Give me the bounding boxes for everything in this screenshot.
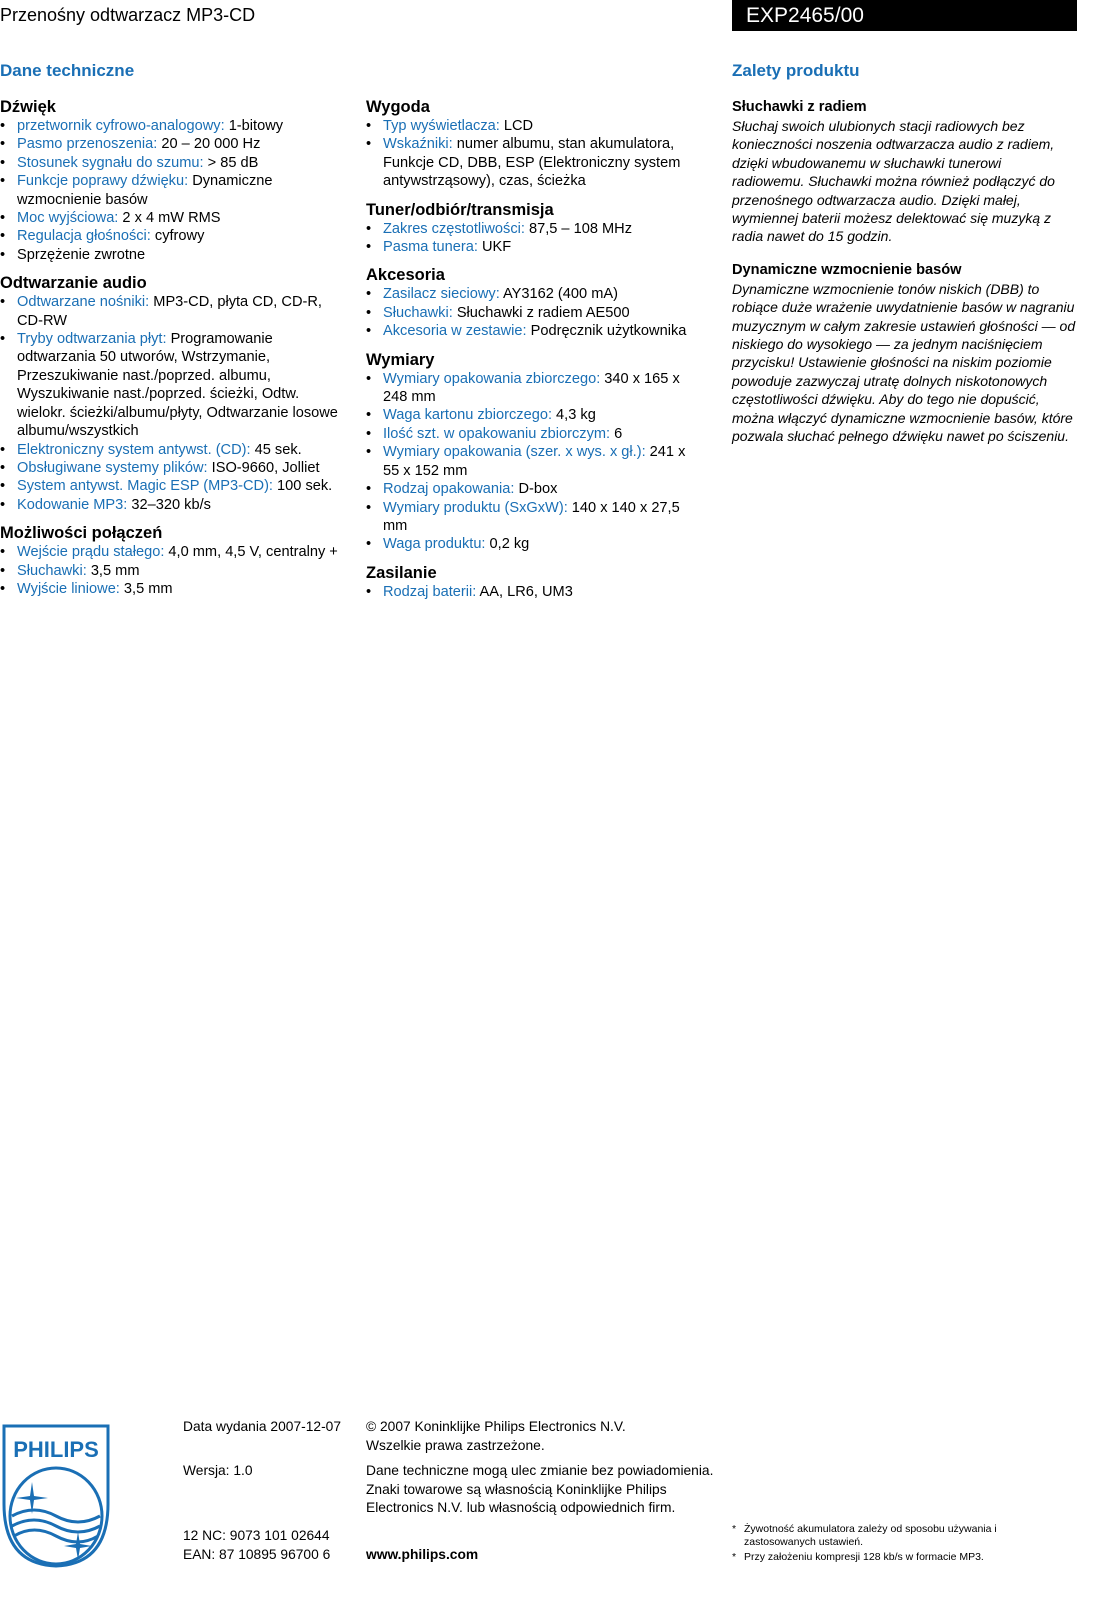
spec-value: 241 x 55 x 152 mm [383, 444, 686, 479]
spec-item [366, 220, 701, 238]
footnote: * Żywotność akumulatora zależy od sposobu używania i zastosowanych ustawień. [732, 1523, 997, 1548]
spec-value: > 85 dB [203, 154, 259, 171]
version: Wersja: 1.0 [183, 1463, 253, 1478]
disclaimer-line: Electronics N.V. lub własnością odpowiednich firm. [366, 1500, 676, 1516]
spec-item [366, 117, 701, 135]
footnote: * Przy założeniu kompresji 128 kb/s w formacie MP3. [732, 1551, 984, 1563]
copyright-line: © 2007 Koninklijke Philips Electronics N.V. [366, 1419, 626, 1434]
spec-item [0, 227, 350, 245]
spec-label: Wymiary opakowania zbiorczego: [383, 370, 601, 387]
spec-item [0, 246, 350, 264]
spec-label: Rodzaj opakowania: [383, 481, 515, 498]
spec-label: Słuchawki: [17, 562, 87, 579]
spec-value: Dynamiczne wzmocnienie basów [17, 173, 273, 208]
spec-item [0, 543, 350, 561]
spec-value: 45 sek. [250, 441, 302, 458]
spec-item [0, 580, 350, 598]
spec-item [0, 172, 350, 209]
specs-column-1 [0, 97, 350, 607]
spec-item [366, 370, 701, 407]
spec-value: 3,5 mm [86, 562, 140, 579]
spec-section [366, 563, 701, 601]
spec-value: AA, LR6, UM3 [476, 583, 573, 600]
spec-value: 140 x 140 x 27,5 mm [383, 499, 680, 534]
spec-section [0, 97, 350, 264]
spec-section [0, 523, 350, 598]
benefit-title: Dynamiczne wzmocnienie basów [732, 261, 962, 278]
spec-value: 2 x 4 mW RMS [118, 210, 221, 227]
spec-section [366, 350, 701, 554]
spec-value: Sprzężenie zwrotne [17, 246, 146, 263]
disclaimer [366, 1462, 713, 1518]
spec-list [366, 285, 701, 340]
spec-item [0, 209, 350, 227]
spec-label: Waga kartonu zbiorczego: [383, 407, 552, 424]
benefit-text: Dynamiczne wzmocnienie tonów niskich (DBB) to robiące duże wrażenie uwydatnienie basów w nagraniu muzycznym w całym zakresie ustawień głośności — od niskiego do wysokiego — za jednym naciśnięciem przycisku! Ustawienie głośności na niskim poziomie powoduje zazwyczaj utratę dolnych niskotonowych częstotliwości dźwięku. Aby do tego nie dopuścić, można włączyć dynamiczne wzmocnienie basów, które pozwala słuchać pełnego dźwięku nawet po ściszeniu. [732, 280, 1076, 445]
spec-value: 100 sek. [273, 478, 333, 495]
spec-label: Elektroniczny system antywst. (CD): [17, 441, 251, 458]
spec-label: Akcesoria w zestawie: [383, 323, 527, 340]
spec-value: ISO-9660, Jolliet [207, 459, 320, 476]
spec-label: Tryby odtwarzania płyt: [17, 331, 167, 348]
spec-label: Pasmo przenoszenia: [17, 136, 158, 153]
release-date: Data wydania 2007-12-07 [183, 1419, 342, 1434]
section-title: Akcesoria [366, 266, 445, 285]
spec-label: Zasilacz sieciowy: [383, 286, 500, 303]
ean-number: EAN: 87 10895 96700 6 [183, 1547, 331, 1562]
website-link[interactable]: www.philips.com [366, 1547, 479, 1562]
spec-item [366, 135, 701, 190]
spec-label: Wejście prądu stałego: [17, 544, 165, 561]
spec-value: 3,5 mm [119, 580, 173, 597]
spec-label: Wyjście liniowe: [17, 580, 120, 597]
spec-label: Wymiary opakowania (szer. x wys. x gł.): [383, 444, 646, 461]
spec-value: LCD [499, 118, 534, 134]
spec-item [366, 285, 701, 303]
spec-value: 20 – 20 000 Hz [157, 136, 261, 153]
spec-value: 4,0 mm, 4,5 V, centralny + [164, 544, 338, 561]
philips-logo [2, 1424, 110, 1568]
spec-value: Programowanie odtwarzania 50 utworów, Wstrzymanie, Przeszukiwanie nast./poprzed. albumu, Wyszukiwanie nast./poprzed. ścieżki, Odtw. wielokr. ścieżki/albumu/płyty, Odtwarzanie losowe albumu/wszystkich [17, 331, 338, 440]
spec-value: Słuchawki z radiem AE500 [452, 304, 630, 321]
spec-label: System antywst. Magic ESP (MP3-CD): [17, 478, 273, 495]
spec-item [0, 477, 350, 495]
spec-item [0, 135, 350, 153]
svg-text:PHILIPS: PHILIPS [13, 1437, 99, 1462]
disclaimer-line: Znaki towarowe są własnością Koninklijke Philips [366, 1481, 667, 1497]
spec-label: Ilość szt. w opakowaniu zbiorczym: [383, 425, 611, 442]
spec-value: 87,5 – 108 MHz [524, 220, 633, 237]
spec-label: Pasma tunera: [383, 239, 478, 256]
footnote-text: Przy założeniu kompresji 128 kb/s w formacie MP3. [744, 1551, 984, 1563]
spec-item [0, 496, 350, 514]
spec-item [366, 406, 701, 424]
spec-value: 340 x 165 x 248 mm [383, 370, 680, 406]
spec-list [366, 220, 701, 257]
spec-section [366, 265, 701, 340]
spec-item [366, 480, 701, 498]
spec-label: Funkcje poprawy dźwięku: [17, 173, 189, 190]
spec-value: 0,2 kg [485, 536, 530, 553]
spec-label: Wskaźniki: [383, 136, 453, 153]
spec-list [0, 543, 350, 598]
spec-label: Typ wyświetlacza: [383, 118, 500, 134]
footnote-text: Żywotność akumulatora zależy od sposobu używania i zastosowanych ustawień. [744, 1523, 997, 1548]
spec-label: Regulacja głośności: [17, 228, 151, 245]
spec-item [366, 425, 701, 443]
spec-item [366, 238, 701, 256]
section-title: Dźwięk [0, 98, 56, 116]
spec-section [366, 200, 701, 257]
spec-item [0, 459, 350, 477]
benefit-text: Słuchaj swoich ulubionych stacji radiowych bez konieczności noszenia odtwarzacza audio z radiem, dzięki wbudowanemu w słuchawki tunerowi radiowemu. Słuchawki można również podłączyć do przenośnego odtwarzacza audio. Dzięki małej, wymiennej baterii możesz delektować się muzyką z radia nawet do 15 godzin. [732, 118, 1055, 245]
disclaimer-line: Dane techniczne mogą ulec zmianie bez powiadomienia. [366, 1463, 714, 1478]
spec-item [366, 583, 701, 601]
spec-list [366, 583, 701, 601]
spec-label: Obsługiwane systemy plików: [17, 459, 208, 476]
model-number: EXP2465/00 [732, 0, 1077, 31]
spec-label: Waga produktu: [383, 536, 486, 553]
benefits-column [732, 97, 1077, 460]
spec-item [0, 117, 350, 135]
spec-value: cyfrowy [150, 228, 205, 245]
spec-item [366, 499, 701, 536]
spec-list [366, 370, 701, 554]
spec-section [366, 97, 701, 191]
spec-value: AY3162 (400 mA) [499, 286, 618, 303]
spec-value: UKF [477, 239, 512, 256]
section-title: Zasilanie [366, 563, 437, 582]
spec-label: przetwornik cyfrowo-analogowy: [17, 118, 225, 134]
spec-list [0, 117, 350, 264]
spec-label: Wymiary produktu (SxGxW): [383, 499, 568, 516]
spec-item [366, 535, 701, 553]
nc-number: 12 NC: 9073 101 02644 [183, 1528, 330, 1543]
section-title: Odtwarzanie audio [0, 274, 147, 293]
spec-item [0, 293, 350, 330]
document-title: Przenośny odtwarzacz MP3-CD [0, 5, 256, 25]
section-title: Wygoda [366, 98, 430, 116]
spec-value: 6 [610, 425, 623, 442]
spec-item [0, 330, 350, 440]
spec-item [0, 441, 350, 459]
spec-value: numer albumu, stan akumulatora, Funkcje CD, DBB, ESP (Elektroniczny system antywstrząsowy), czas, ścieżka [383, 136, 681, 190]
section-title: Tuner/odbiór/transmisja [366, 200, 554, 219]
section-title: Możliwości połączeń [0, 524, 163, 543]
spec-value: MP3-CD, płyta CD, CD-R, CD-RW [17, 294, 322, 329]
spec-value: 4,3 kg [552, 407, 596, 424]
specs-heading: Dane techniczne [0, 61, 135, 80]
spec-label: Stosunek sygnału do szumu: [17, 154, 204, 171]
spec-value: 1-bitowy [224, 118, 284, 134]
spec-label: Moc wyjściowa: [17, 210, 119, 227]
spec-item [366, 304, 701, 322]
spec-list [366, 117, 701, 191]
spec-value: 32–320 kb/s [127, 496, 211, 513]
spec-section [0, 273, 350, 514]
spec-label: Słuchawki: [383, 304, 453, 321]
spec-item [0, 154, 350, 172]
spec-value: D-box [514, 481, 558, 498]
specs-column-2 [366, 97, 701, 610]
spec-item [0, 562, 350, 580]
section-title: Wymiary [366, 350, 435, 369]
spec-item [366, 443, 701, 480]
benefits-heading: Zalety produktu [732, 61, 860, 80]
spec-list [0, 293, 350, 514]
benefit-title: Słuchawki z radiem [732, 99, 867, 115]
rights-line: Wszelkie prawa zastrzeżone. [366, 1437, 545, 1453]
spec-label: Zakres częstotliwości: [383, 220, 525, 237]
spec-label: Rodzaj baterii: [383, 583, 477, 600]
spec-label: Odtwarzane nośniki: [17, 294, 150, 311]
spec-item [366, 322, 701, 340]
spec-value: Podręcznik użytkownika [526, 323, 687, 340]
copyright [366, 1418, 626, 1455]
spec-label: Kodowanie MP3: [17, 496, 128, 513]
